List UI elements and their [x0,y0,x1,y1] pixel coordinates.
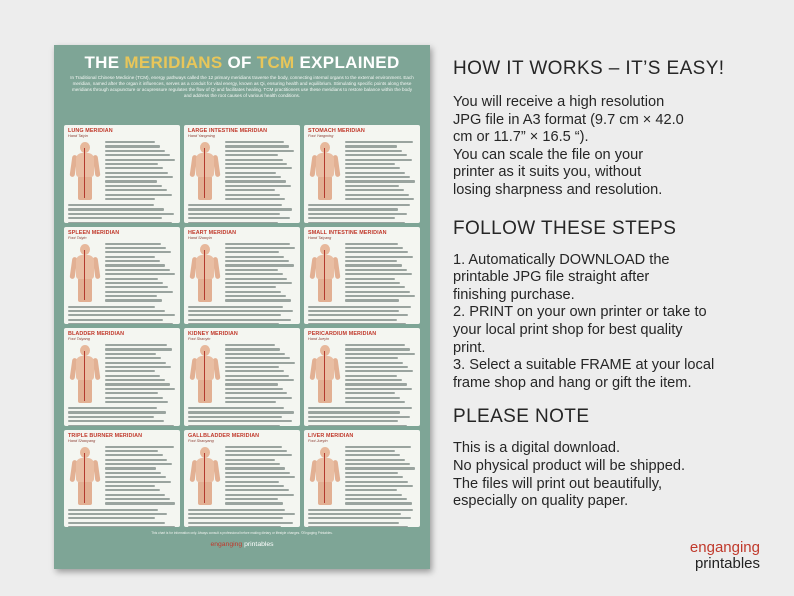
meridian-card-text [345,343,416,405]
meridian-card-subtitle: Foot Yangming [308,134,334,138]
meridian-card-title: LARGE INTESTINE MERIDIAN [188,128,268,134]
body-figure-icon [188,445,222,507]
meridian-card [184,227,300,325]
meridian-card [304,227,420,325]
brand-line-1: enganging [689,539,760,556]
meridian-card-text [345,242,416,304]
meridian-card [304,125,420,223]
meridian-card-title: STOMACH MERIDIAN [308,128,365,134]
info-panel [453,58,783,511]
brand-line-2: printables [694,555,760,572]
meridian-card-body [68,445,176,507]
meridian-card-body [188,343,296,405]
body-figure-icon [308,242,342,304]
meridian-grid [64,125,420,527]
meridian-card-body [308,445,416,507]
meridian-card-subtitle: Foot Taiyin [68,235,87,240]
meridian-card [64,125,180,223]
body-figure-icon [68,242,102,304]
meridian-card-body [188,140,296,202]
meridian-card [64,227,180,325]
how-heading: HOW IT WORKS – IT’S EASY! [453,58,725,79]
body-figure-icon [308,343,342,405]
body-figure-icon [188,140,222,202]
meridian-card-body [188,242,296,304]
meridian-card-body [68,343,176,405]
meridian-card-text [225,445,296,507]
meridian-card-title: KIDNEY MERIDIAN [188,331,238,337]
meridian-card-title: LIVER MERIDIAN [308,432,354,439]
meridian-card-body [308,140,416,202]
how-body: You will receive a high resolution JPG file in A3 format (9.7 cm × 42.0 cm or 11.7” × 16.5 “). You can scale the file on your printer as it suits you, without losing sharpness and resolution. [453,94,684,198]
meridian-card-text [225,242,296,304]
steps-body: 1. Automatically DOWNLOAD the printable JPG file straight after finishing purchase. 2. PRINT on your own printer or take to your local print shop for best quality print. 3. Select a suitable FRAME at your local frame shop and hang or gift the item. [453,251,715,391]
meridian-card-subtitle: Hand Shaoyang [68,438,96,443]
meridian-card-text [345,445,416,507]
meridian-card-title: SMALL INTESTINE MERIDIAN [308,229,387,236]
meridian-card-body [308,242,416,304]
note-body: This is a digital download. No physical product will be shipped. The files will print out beautifully, especially on quality paper. [453,440,686,510]
meridian-card-title: HEART MERIDIAN [188,229,237,236]
note-heading: PLEASE NOTE [453,406,590,428]
body-figure-icon [68,343,102,405]
meridian-card-text [105,242,176,304]
meridian-card-subtitle: Hand Jueyin [308,337,330,341]
meridian-card-text [345,140,416,202]
meridian-card [304,430,420,528]
meridian-card [184,430,300,528]
meridian-card-title: LUNG MERIDIAN [68,128,113,134]
meridian-card [64,430,180,528]
meridian-card-title: BLADDER MERIDIAN [68,331,125,337]
meridian-card-title: PERICARDIUM MERIDIAN [308,331,377,337]
poster-intro: In Traditional Chinese Medicine (TCM), energy pathways called the 12 primary meridians traverse the body, connecting internal organs to the external environment. Each meridian, named after the organ it influences, serves as a conduit for vital energy, known as Qi, ensuring health and equilibrium. Stimulating specific points along these meridians through acupuncture or acupressure regulates the flow of Qi and facilitates healing. TCM practitioners use these meridians to restore balance within the body and address the root causes of various health conditions. [70,75,414,98]
meridian-card-text [105,343,176,405]
meridian-card-text [105,140,176,202]
meridian-card-body [188,445,296,507]
meridian-card-body [68,242,176,304]
meridian-card [184,125,300,223]
poster-image [54,45,430,569]
meridian-card-subtitle: Foot Jueyin [308,438,328,443]
poster-disclaimer: This chart is for information only. Always consult a professional before making dietary or lifestyle changes. ©Engaging Printables. [151,531,333,535]
poster-brand: enganging printables [210,541,274,548]
body-figure-icon [188,343,222,405]
meridian-card-subtitle: Hand Taiyin [68,134,88,138]
meridian-card-title: GALLBLADDER MERIDIAN [188,432,260,439]
meridian-card [184,328,300,426]
meridian-card-title: TRIPLE BURNER MERIDIAN [68,432,143,439]
meridian-card-body [68,140,176,202]
meridian-card-subtitle: Foot Shaoyang [188,438,214,443]
meridian-card [64,328,180,426]
meridian-card-subtitle: Hand Yangming [188,134,215,138]
meridian-card-subtitle: Hand Shaoyin [188,235,212,240]
meridian-card-subtitle: Foot Shaoyin [188,337,211,341]
meridian-card-text [105,445,176,507]
body-figure-icon [68,140,102,202]
meridian-card-subtitle: Hand Taiyang [308,235,332,240]
body-figure-icon [308,445,342,507]
meridian-card-text [225,140,296,202]
meridian-card-body [308,343,416,405]
body-figure-icon [188,242,222,304]
poster-title: THE MERIDIANS OF TCM EXPLAINED [84,53,400,72]
meridian-card [304,328,420,426]
brand-logo [653,540,760,572]
meridian-card-title: SPLEEN MERIDIAN [68,229,120,236]
meridian-card-subtitle: Foot Taiyang [68,337,90,341]
steps-heading: FOLLOW THESE STEPS [453,217,677,239]
body-figure-icon [308,140,342,202]
body-figure-icon [68,445,102,507]
meridian-card-text [225,343,296,405]
